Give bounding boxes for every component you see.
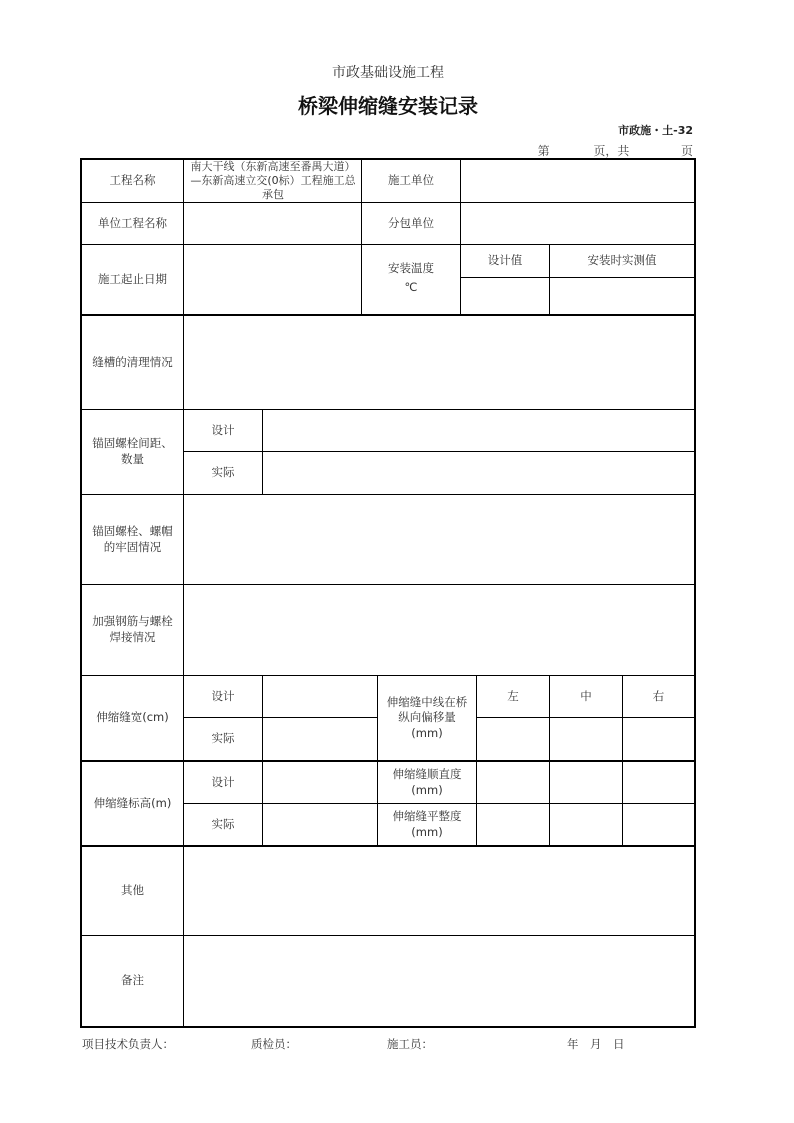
- flatness-left-input[interactable]: [477, 804, 549, 845]
- offset-left-header: 左: [507, 688, 519, 703]
- subcontract-value[interactable]: [461, 203, 694, 244]
- unit-project-value[interactable]: [184, 203, 361, 244]
- form-category: 市政基础设施工程: [332, 65, 444, 81]
- install-temp-measured-input[interactable]: [550, 278, 694, 314]
- design-value-header: 设计值: [487, 253, 523, 268]
- anchor-design-input[interactable]: [263, 410, 694, 451]
- joint-width-actual-input[interactable]: [263, 718, 377, 760]
- joint-width-label: 伸缩缝宽(cm): [96, 710, 169, 725]
- joint-width-design-label: 设计: [211, 688, 235, 703]
- elevation-design-input[interactable]: [263, 762, 377, 803]
- construction-dates-label: 施工起止日期: [98, 271, 167, 286]
- constructor-signature: 施工员：: [387, 1037, 433, 1051]
- straightness-left-input[interactable]: [477, 762, 549, 803]
- tech-lead-signature: 项目技术负责人：: [82, 1037, 174, 1051]
- straightness-right-input[interactable]: [623, 762, 694, 803]
- anchor-design-label: 设计: [211, 422, 235, 437]
- anchor-actual-label: 实际: [211, 465, 235, 480]
- joint-elevation-label: 伸缩缝标高(m): [93, 795, 172, 810]
- install-temp-label: 安装温度: [388, 261, 434, 276]
- unit-project-label: 单位工程名称: [98, 215, 167, 230]
- form-code: 市政施・土-32: [618, 124, 693, 137]
- rebar-weld-label: 加强钢筋与螺栓焊接情况: [92, 614, 173, 644]
- joint-width-design-input[interactable]: [263, 676, 377, 717]
- elevation-design-label: 设计: [211, 774, 235, 789]
- install-temp-design-input[interactable]: [461, 278, 549, 314]
- project-name-value[interactable]: 南大干线（东新高速至番禺大道）—东新高速立交(0标）工程施工总承包: [190, 160, 356, 201]
- inspector-signature: 质检员：: [251, 1037, 297, 1051]
- offset-middle-header: 中: [580, 688, 592, 703]
- offset-right-header: 右: [652, 688, 665, 703]
- flatness-middle-input[interactable]: [550, 804, 622, 845]
- construction-unit-label: 施工单位: [388, 173, 434, 188]
- offset-right-input[interactable]: [623, 718, 694, 760]
- remarks-input[interactable]: [184, 936, 694, 1026]
- offset-middle-input[interactable]: [550, 718, 622, 760]
- construction-unit-value[interactable]: [461, 160, 694, 202]
- anchor-actual-input[interactable]: [263, 452, 694, 494]
- other-input[interactable]: [184, 847, 694, 935]
- straightness-middle-input[interactable]: [550, 762, 622, 803]
- groove-clean-label: 缝槽的清理情况: [92, 354, 173, 369]
- page-ye-gong: 页，共: [593, 144, 630, 158]
- anchor-spacing-label: 锚固螺栓间距、数量: [92, 436, 173, 466]
- measured-value-header: 安装时实测值: [587, 253, 657, 268]
- page-di: 第: [537, 144, 550, 158]
- elevation-actual-label: 实际: [211, 816, 235, 831]
- page-title: 桥梁伸缩缝安装记录: [298, 94, 478, 118]
- construction-dates-value[interactable]: [184, 245, 361, 314]
- sign-date: 年 月 日: [567, 1037, 625, 1051]
- joint-width-actual-label: 实际: [211, 731, 235, 746]
- page-ye: 页: [680, 144, 693, 158]
- install-temp-unit: ℃: [404, 280, 418, 295]
- groove-clean-input[interactable]: [184, 316, 694, 409]
- flatness-label: 伸缩缝平整度(mm): [392, 808, 462, 839]
- flatness-right-input[interactable]: [623, 804, 694, 845]
- offset-left-input[interactable]: [477, 718, 549, 760]
- anchor-fix-input[interactable]: [184, 495, 694, 584]
- project-name-label: 工程名称: [109, 173, 156, 188]
- centerline-offset-label: 伸缩缝中线在桥纵向偏移量(mm): [386, 694, 468, 740]
- anchor-fix-label: 锚固螺栓、螺帽的牢固情况: [92, 523, 173, 554]
- other-label: 其他: [121, 883, 144, 898]
- remarks-label: 备注: [121, 973, 144, 988]
- elevation-actual-input[interactable]: [263, 804, 377, 845]
- subcontract-label: 分包单位: [388, 215, 434, 230]
- straightness-label: 伸缩缝顺直度(mm): [392, 766, 462, 797]
- rebar-weld-input[interactable]: [184, 585, 694, 675]
